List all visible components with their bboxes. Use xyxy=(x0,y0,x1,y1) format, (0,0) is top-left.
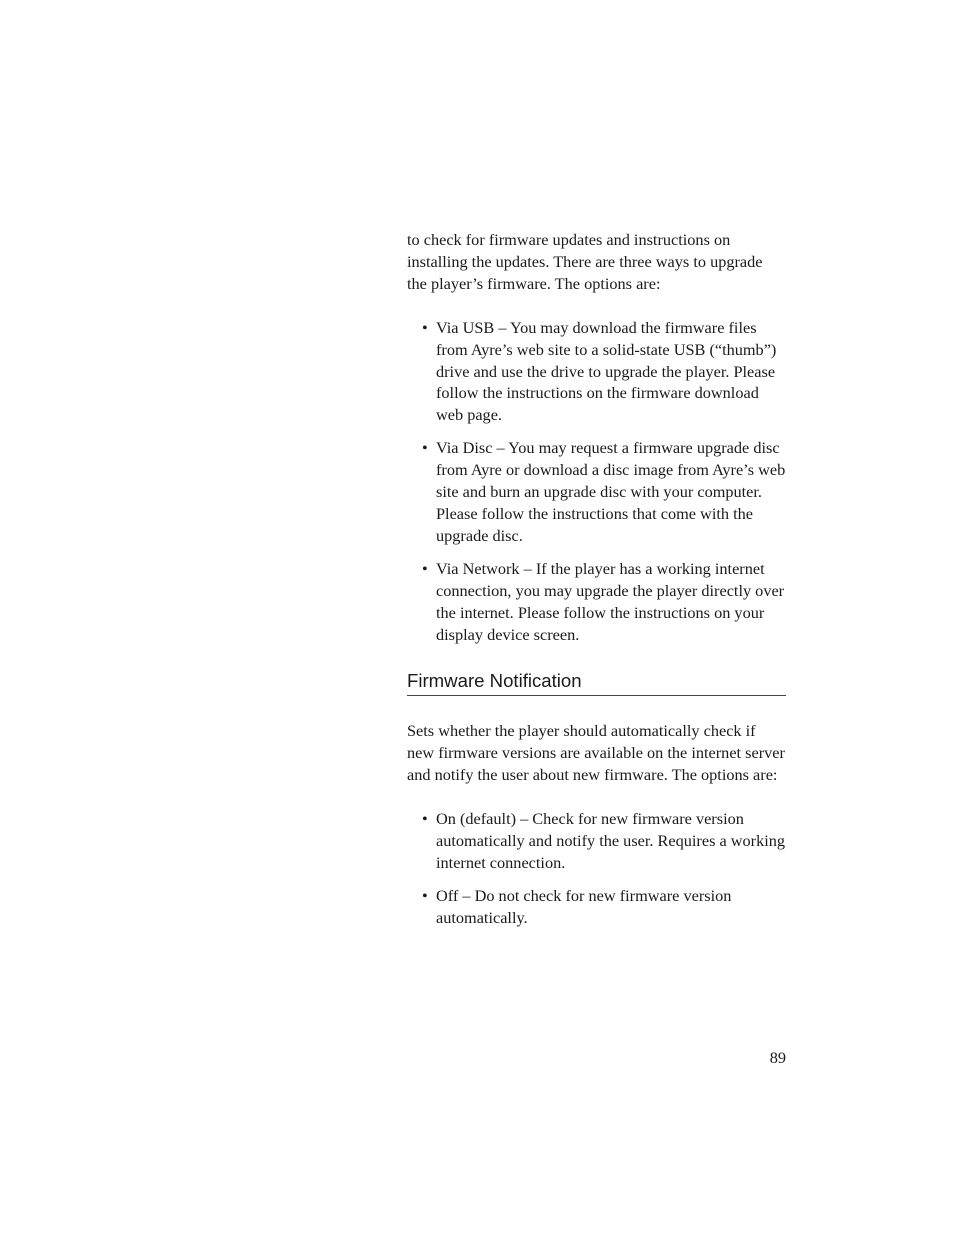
list-item xyxy=(407,437,786,547)
bullet-icon: • xyxy=(422,558,428,578)
list-item-text: Off – Do not check for new firmware version automatically. xyxy=(436,885,732,927)
list-item-text: Via Network – If the player has a working internet connection, you may upgrade the player directly over the internet. Please follow the instructions on your display device screen. xyxy=(436,558,785,644)
bullet-icon: • xyxy=(422,438,428,458)
list-item-text: Via USB – You may download the firmware files from Ayre’s web site to a solid-state USB (“thumb”) drive and use the drive to upgrade the player. Please follow the instructions on the firmware download web page. xyxy=(436,317,777,425)
page-number: 89 xyxy=(769,1048,786,1067)
list-item xyxy=(407,885,786,929)
list-item-text: Via Disc – You may request a firmware upgrade disc from Ayre or download a disc image from Ayre’s web site and burn an upgrade disc with your computer. Please follow the instructions that come with the upgrade disc. xyxy=(436,438,786,545)
bullet-icon: • xyxy=(422,317,428,337)
list-item xyxy=(407,558,786,646)
list-item xyxy=(407,317,786,427)
list-item xyxy=(407,808,786,874)
list-item-text: On (default) – Check for new firmware version automatically and notify the user. Requires a working internet connection. xyxy=(436,809,786,872)
section-paragraph: Sets whether the player should automatically check if new firmware versions are available on the internet server and notify the user about new firmware. The options are: xyxy=(407,721,785,785)
section-heading: Firmware Notification xyxy=(407,668,786,696)
main-column xyxy=(407,229,786,940)
intro-paragraph: to check for firmware updates and instructions on installing the updates. There are three ways to upgrade the player’s firmware. The options are: xyxy=(407,230,763,293)
bullet-icon: • xyxy=(422,809,428,829)
upgrade-options-list xyxy=(407,317,786,646)
bullet-icon: • xyxy=(422,885,428,905)
notification-options-list xyxy=(407,808,786,929)
